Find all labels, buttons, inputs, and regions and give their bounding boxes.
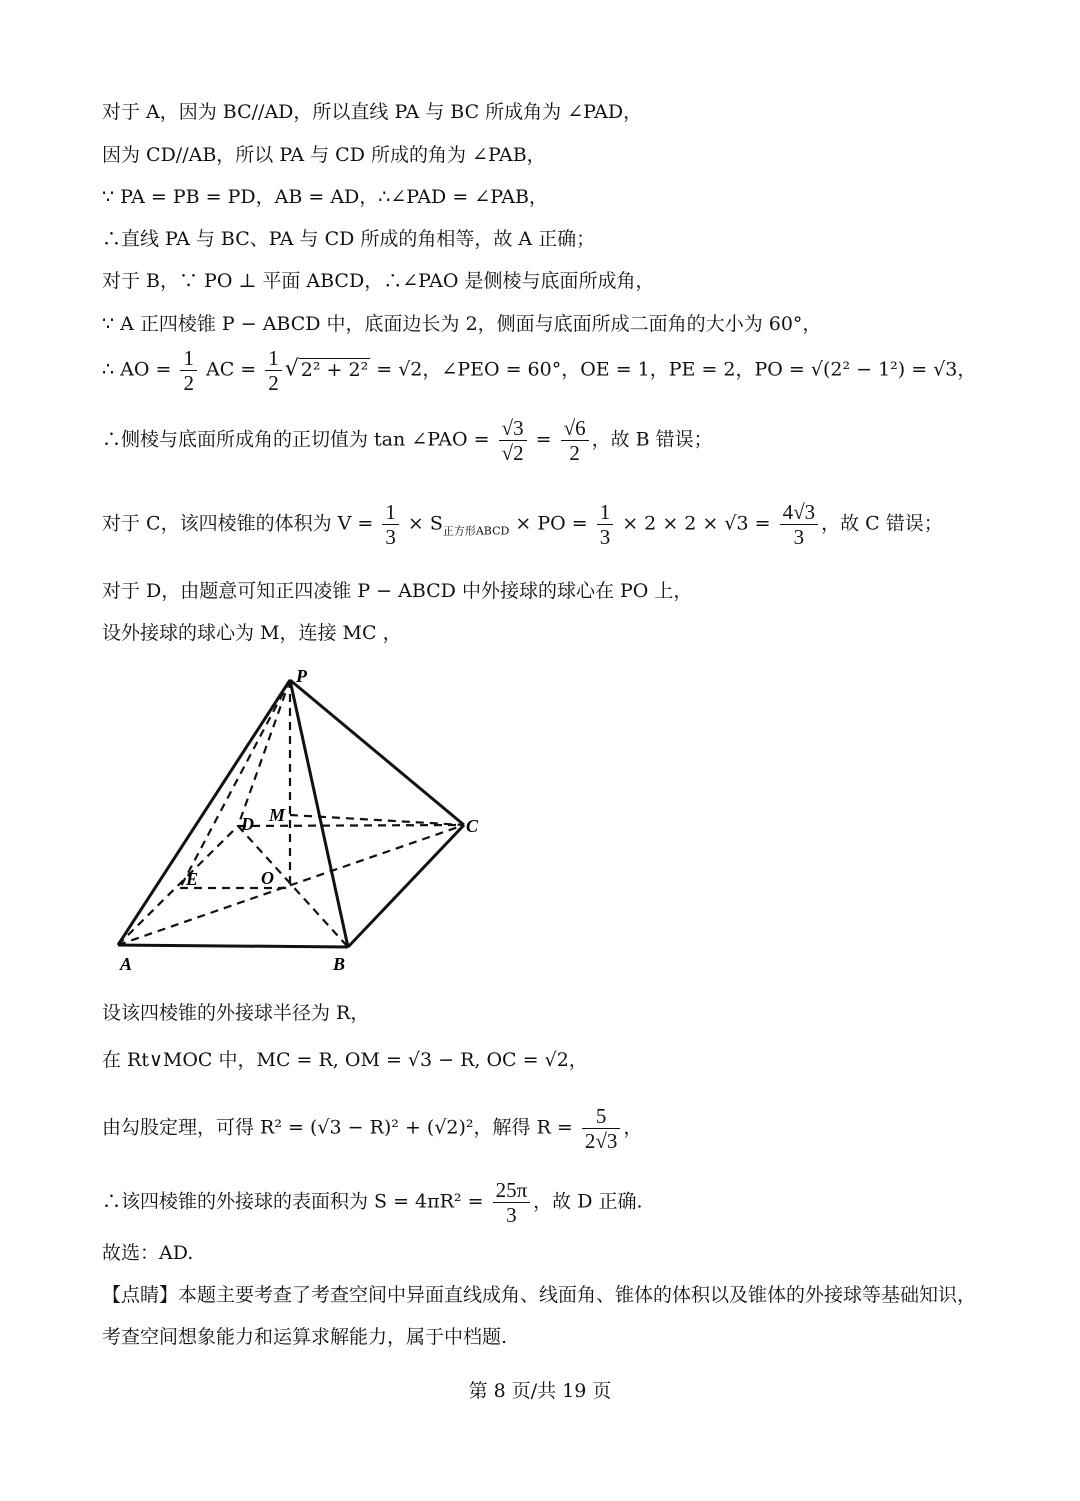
line-comment-1: 【点睛】本题主要考查了考查空间中异面直线成角、线面角、锥体的体积以及锥体的外接球等基础知识， xyxy=(102,1284,977,1306)
edge-pa xyxy=(118,680,290,945)
label-e: E xyxy=(186,869,199,889)
line-option-c: 对于 C，该四棱锥的体积为 V = $\frac{1}{3}$ × $S_{正方形ABCD}$ × PO = $\frac{1}{3}$ × 2 × 2 × √3 = $\frac{4√3}{3}$ ，故 C 错误； xyxy=(102,500,943,549)
edge-mc xyxy=(290,815,464,825)
line-option-a-1: 对于 A，因为 BC//AD，所以直线 PA 与 BC 所成角为 ∠PAD， xyxy=(102,101,643,123)
fraction-half-2: $\frac{1}{2}$ xyxy=(265,346,282,395)
line-option-d-6: ∴该四棱锥的外接球的表面积为 S = 4πR² = $\frac{25\pi}{3}$ ，故 D 正确. xyxy=(102,1178,643,1227)
label-p: P xyxy=(296,666,307,686)
fraction-tan-result: $\frac{√6}{2}$ xyxy=(561,416,589,465)
line-option-d-4: 在 Rt∨MOC 中，MC = R, OM = √3 − R, OC = √2， xyxy=(102,1049,588,1071)
label-c: C xyxy=(466,816,479,836)
line-option-d-5: 由勾股定理，可得 R² = (√3 − R)² + (√2)²，解得 R = $\frac{5}{2√3}$ ， xyxy=(102,1104,643,1153)
edge-db xyxy=(238,826,348,947)
edge-pe xyxy=(180,680,290,888)
line-option-b-2: ∵ A 正四棱锥 P − ABCD 中，底面边长为 2，侧面与底面所成二面角的大小为 60°， xyxy=(102,313,822,335)
label-a: A xyxy=(120,954,133,974)
line-option-d-3: 设该四棱锥的外接球半径为 R， xyxy=(102,1002,370,1024)
line-comment-2: 考查空间想象能力和运算求解能力，属于中档题. xyxy=(102,1326,508,1348)
line-option-b-3: ∴ AO = $\frac{1}{2}$ AC = $\frac{1}{2}$ √ 2² + 2² = √2，∠PEO = 60°，OE = 1，PE = 2，PO = √(2² − 1²) = √3， xyxy=(102,346,977,395)
line-option-b-4: ∴侧棱与底面所成角的正切值为 tan ∠PAO = $\frac{√3}{√2}$ = $\frac{√6}{2}$ ，故 B 错误； xyxy=(102,416,713,465)
line-option-a-2: 因为 CD//AB，所以 PA 与 CD 所成的角为 ∠PAB， xyxy=(102,144,546,166)
edge-dc xyxy=(238,825,464,826)
fraction-surface: $\frac{25\pi}{3}$ xyxy=(493,1178,531,1227)
label-d: D xyxy=(241,814,254,834)
edge-ab xyxy=(118,945,348,947)
edge-ac xyxy=(118,825,464,945)
fraction-radius: $\frac{5}{2√3}$ xyxy=(582,1104,621,1153)
line-option-d-2: 设外接球的球心为 M，连接 MC ， xyxy=(102,622,402,644)
page-footer: 第 8 页/共 19 页 xyxy=(468,1380,612,1402)
edge-bc xyxy=(348,825,464,947)
label-o: O xyxy=(261,868,274,888)
fraction-third: $\frac{1}{3}$ xyxy=(382,500,399,549)
line-answer: 故选：AD. xyxy=(102,1242,194,1264)
line-option-d-1: 对于 D，由题意可知正四凌锥 P − ABCD 中外接球的球心在 PO 上， xyxy=(102,580,693,602)
line-option-b-1: 对于 B，∵ PO ⊥ 平面 ABCD，∴∠PAO 是侧棱与底面所成角， xyxy=(102,270,655,292)
label-m: M xyxy=(269,805,286,825)
pyramid-figure xyxy=(100,660,520,980)
line-option-a-4: ∴直线 PA 与 BC、PA 与 CD 所成的角相等，故 A 正确； xyxy=(102,228,596,250)
label-b: B xyxy=(333,954,346,974)
fraction-volume: $\frac{4√3}{3}$ xyxy=(780,500,819,549)
line-option-a-3: ∵ PA = PB = PD，AB = AD，∴∠PAD = ∠PAB， xyxy=(102,186,548,208)
fraction-third-2: $\frac{1}{3}$ xyxy=(597,500,614,549)
fraction-tan: $\frac{√3}{√2}$ xyxy=(499,416,527,465)
fraction-half: $\frac{1}{2}$ xyxy=(180,346,197,395)
edge-ad xyxy=(118,826,238,945)
